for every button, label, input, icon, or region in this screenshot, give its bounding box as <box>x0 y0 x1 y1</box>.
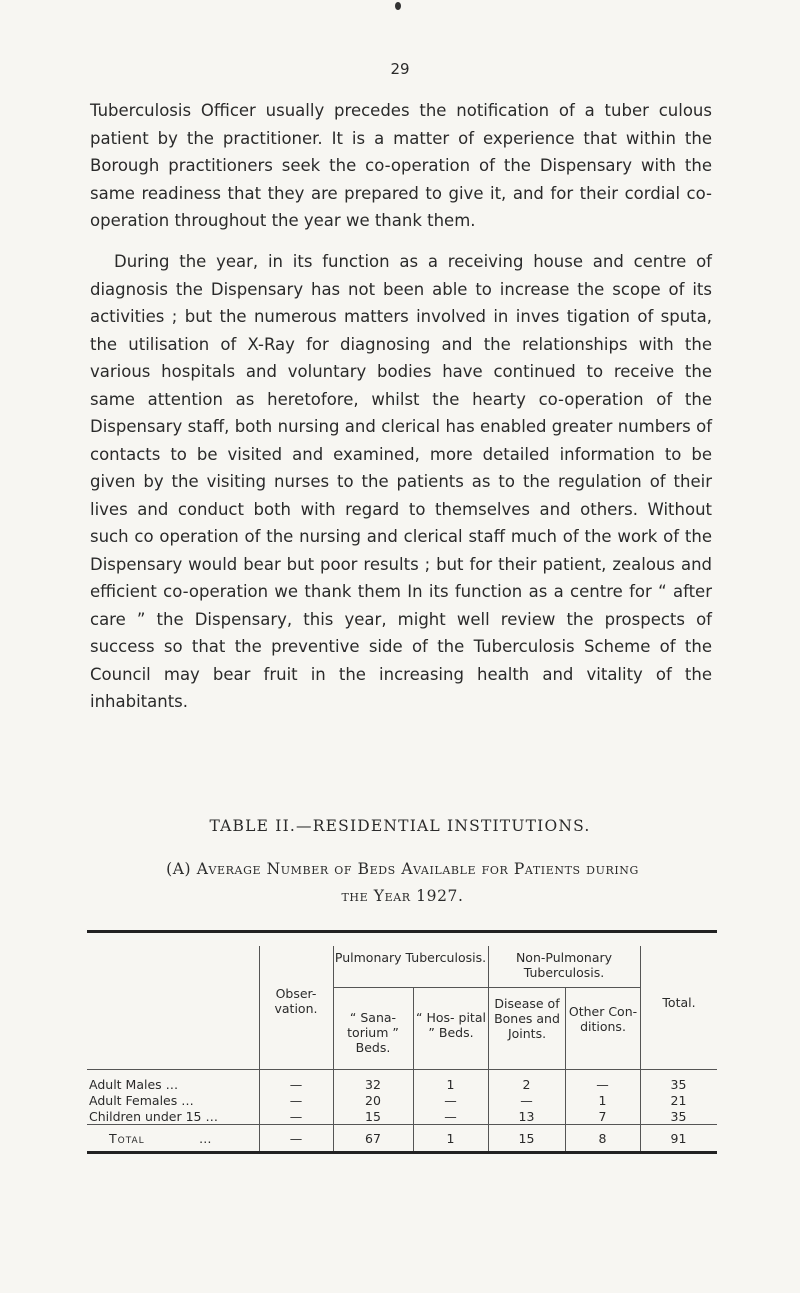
cell-sanatorium: 20 <box>365 1093 381 1108</box>
table-bottom-rule <box>87 1151 717 1154</box>
header-hospital: “ Hos- pital ” Beds. <box>416 1010 486 1040</box>
cell-sanatorium: 32 <box>365 1077 381 1092</box>
header-pulmonary: Pulmonary Tuberculosis. <box>334 950 487 965</box>
header-sanatorium: “ Sana- torium ” Beds. <box>347 1010 399 1055</box>
table-top-rule <box>87 930 717 933</box>
header-bottom-rule <box>87 1069 717 1070</box>
cell-bones: — <box>520 1093 533 1108</box>
cell-other: — <box>596 1077 609 1092</box>
paragraph-1: Tuberculosis Officer usually precedes the notification of a tuber culous patient by the practitioner. It is a matter of experience that within the Borough practitioners seek the co-operation of the Dispensary with the same readiness that they are prepared to give it, and for their cordial co-operation throughout the year we thank them. <box>90 101 712 230</box>
cell-total: 35 <box>670 1077 687 1092</box>
row-label-adult-males: Adult Males … <box>89 1077 179 1092</box>
table-title: TABLE II.—RESIDENTIAL INSTITUTIONS. <box>209 817 591 835</box>
cell-bones: 2 <box>522 1077 531 1092</box>
total-bones: 15 <box>518 1131 535 1146</box>
cell-sanatorium: 15 <box>365 1109 381 1124</box>
row-label-adult-females: Adult Females … <box>89 1093 194 1108</box>
paragraph-2: During the year, in its function as a receiving house and centre of diagnosis the Dispensary has not been able to increase the scope of its activities ; but the numerous matters involved in inves tigation of sputa, the utilisation of X-Ray for diagnosing and the relationships with the various hospitals and voluntary bodies have continued to receive the same attention as heretofore, whilst the hearty co-operation of the Dispensary staff, both nursing and clerical has enabled greater numbers of contacts to be visited and examined, more detailed information to be given by the visiting nurses to the patients as to the regulation of their lives and conduct both with regard to themselves and others. Without such co operation of the nursing and clerical staff much of the work of the Dispensary would bear but poor results ; but for their patient, zealous and efficient co-operation we thank them In its function as a centre for “ after care ” the Dispensary, this year, might well review the prospects of success so that the preventive side of the Tuberculosis Scheme of the Council may bear fruit in the increasing health and vitality of the inhabitants. <box>90 252 712 711</box>
total-row-rule <box>87 1124 717 1125</box>
ink-dot <box>395 2 401 10</box>
total-hospital: 1 <box>446 1131 455 1146</box>
header-bones-joints: Disease of Bones and Joints. <box>494 996 560 1041</box>
subheader-rule <box>333 987 640 988</box>
total-sanatorium: 67 <box>365 1131 381 1146</box>
row-label-total-dots: … <box>199 1131 212 1146</box>
header-other-conditions: Other Con- ditions. <box>568 1004 638 1034</box>
cell-hospital: — <box>444 1109 457 1124</box>
cell-total: 35 <box>670 1109 687 1124</box>
cell-total: 21 <box>670 1093 687 1108</box>
table-subtitle-line-1: (A) Average Number of Beds Available for Patients during <box>166 860 639 878</box>
table-subtitle-line-2: the Year 1927. <box>341 887 464 905</box>
cell-observation: — <box>289 1093 303 1108</box>
total-other: 8 <box>598 1131 607 1146</box>
header-total: Total. <box>662 995 696 1010</box>
cell-other: 1 <box>598 1093 607 1108</box>
cell-bones: 13 <box>518 1109 535 1124</box>
cell-observation: — <box>289 1109 303 1124</box>
cell-observation: — <box>289 1077 303 1092</box>
total-observation: — <box>289 1131 303 1146</box>
table-subtitle <box>90 856 715 910</box>
header-non-pulmonary: Non-Pulmonary Tuberculosis. <box>515 950 613 980</box>
page-number: 29 <box>390 60 410 78</box>
cell-other: 7 <box>598 1109 607 1124</box>
cell-hospital: — <box>444 1093 457 1108</box>
total-total: 91 <box>670 1131 687 1146</box>
row-label-children: Children under 15 … <box>89 1109 218 1124</box>
row-label-total: Total <box>109 1131 145 1146</box>
header-observation: Obser- vation. <box>274 986 318 1016</box>
beds-table <box>87 930 717 1146</box>
cell-hospital: 1 <box>446 1077 455 1092</box>
